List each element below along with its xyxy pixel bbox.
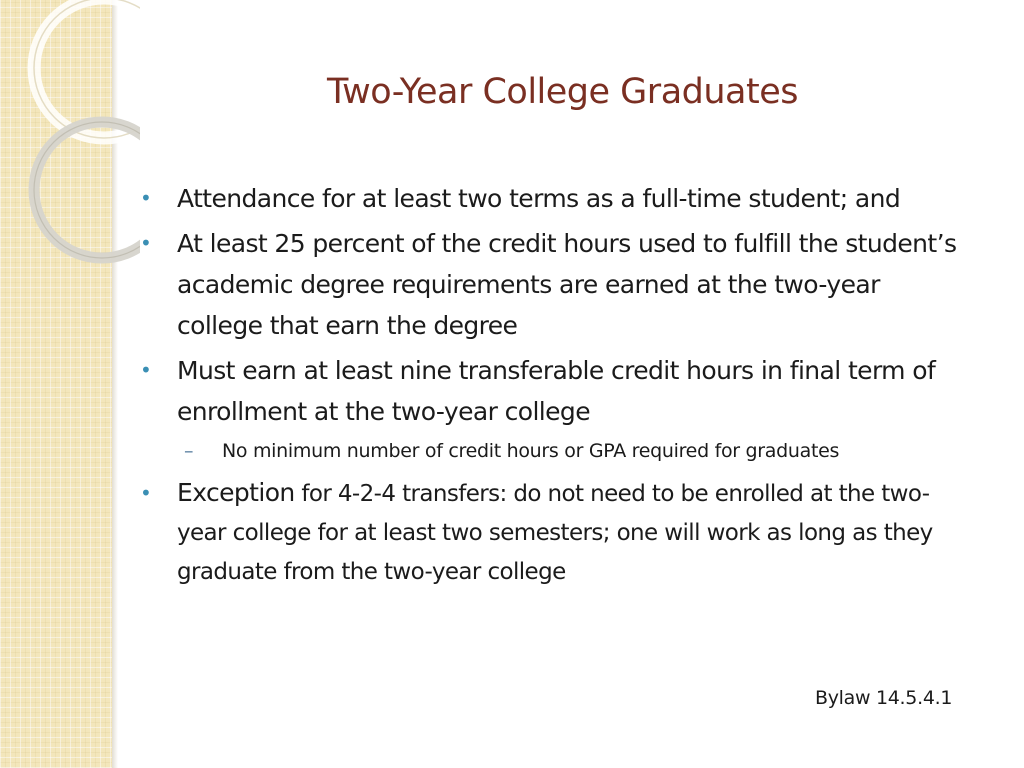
bullet-marker: •	[140, 231, 152, 255]
bylaw-citation: Bylaw 14.5.4.1	[815, 687, 953, 709]
bullet-text: At least 25 percent of the credit hours used to fulfill the student’s academic degree requirements are earned at the two-year college that earn the degree	[177, 229, 957, 340]
slide-title: Two-Year College Graduates	[327, 72, 798, 112]
bullet-text: Must earn at least nine transferable credit hours in final term of enrollment at the two-year college	[177, 356, 936, 426]
sub-bullet-marker: –	[184, 440, 194, 462]
bullet-item-transferable-hours	[140, 350, 970, 432]
sub-bullet-no-minimum	[140, 436, 970, 466]
bullet-marker: •	[140, 358, 152, 382]
bullet-text: Attendance for at least two terms as a full-time student; and	[177, 184, 901, 213]
bullet-marker: •	[140, 481, 152, 505]
bullet-item-exception	[140, 474, 970, 591]
exception-text: for 4-2-4 transfers: do not need to be enrolled at the two-year college for at least two semesters; one will work as long as they graduate from the two-year college	[177, 481, 933, 585]
bullet-item-credit-hours	[140, 223, 970, 346]
bullet-list	[140, 178, 970, 595]
bullet-item-attendance	[140, 178, 970, 219]
bullet-marker: •	[140, 186, 152, 210]
decorative-rings-icon	[0, 0, 140, 300]
exception-lead: Exception	[177, 478, 295, 507]
sub-bullet-text: No minimum number of credit hours or GPA required for graduates	[222, 440, 840, 462]
